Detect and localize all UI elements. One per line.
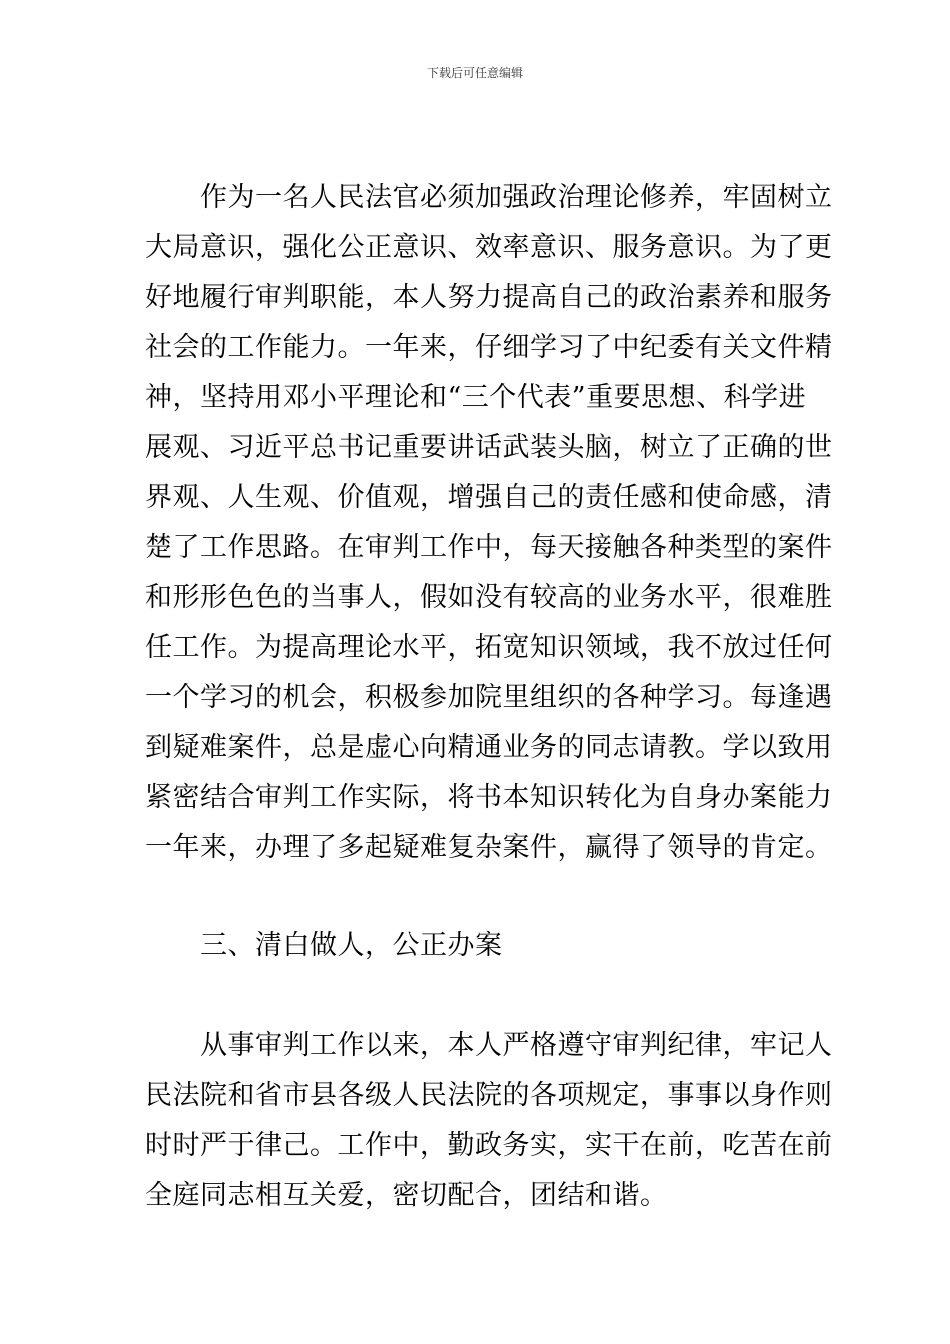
section-heading: 三、清白做人，公正办案 [145,930,503,961]
paragraph-1-line-2: 大局意识，强化公正意识、效率意识、服务意识。为了更 [145,232,833,263]
paragraph-1-line-11: 一个学习的机会，积极参加院里组织的各种学习。每逢遇 [145,682,833,713]
paragraph-1-line-9: 和形形色色的当事人，假如没有较高的业务水平，很难胜 [145,582,833,613]
paragraph-1-line-7: 界观、人生观、价值观，增强自己的责任感和使命感，清 [145,482,833,513]
paragraph-2-line-4: 全庭同志相互关爱，密切配合，团结和谐。 [145,1180,668,1211]
paragraph-1-line-1: 作为一名人民法官必须加强政治理论修养，牢固树立 [145,182,833,213]
paragraph-1-line-13: 紧密结合审判工作实际，将书本知识转化为自身办案能力 [145,782,833,813]
paragraph-2-line-3: 时时严于律己。工作中，勤政务实，实干在前，吃苦在前 [145,1130,833,1161]
paragraph-1-line-10: 任工作。为提高理论水平，拓宽知识领域，我不放过任何 [145,632,833,663]
paragraph-1-line-4: 社会的工作能力。一年来，仔细学习了中纪委有关文件精 [145,332,833,363]
paragraph-1-line-3: 好地履行审判职能，本人努力提高自己的政治素养和服务 [145,282,833,313]
page-header-note: 下载后可任意编辑 [426,66,523,80]
paragraph-1-line-5: 神，坚持用邓小平理论和“三个代表”重要思想、科学进 [145,382,807,413]
paragraph-2-line-2: 民法院和省市县各级人民法院的各项规定，事事以身作则 [145,1080,833,1111]
paragraph-1-line-12: 到疑难案件，总是虚心向精通业务的同志请教。学以致用 [145,732,833,763]
paragraph-1-line-14: 一年来，办理了多起疑难复杂案件，赢得了领导的肯定。 [145,832,833,863]
paragraph-1-line-8: 楚了工作思路。在审判工作中，每天接触各种类型的案件 [145,532,833,563]
paragraph-1-line-6: 展观、习近平总书记重要讲话武装头脑，树立了正确的世 [145,432,833,463]
paragraph-2-line-1: 从事审判工作以来，本人严格遵守审判纪律，牢记人 [145,1030,833,1061]
